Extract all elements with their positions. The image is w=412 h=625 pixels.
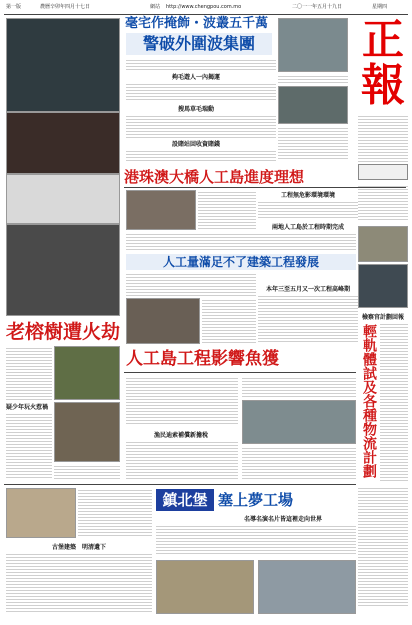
labour-text-2: [202, 298, 256, 344]
photo-crowd: [358, 264, 408, 308]
bottom-text-3: [6, 552, 152, 614]
lead-text-6: [278, 126, 348, 160]
side-sub: 檢察官計劃回報: [361, 314, 404, 321]
lead-text-3: [126, 114, 276, 138]
photo-fishermen: [242, 400, 356, 444]
contact-info: [358, 184, 408, 222]
publisher-info: [358, 114, 408, 162]
tree-headline: 老榕樹遭火劫: [6, 321, 121, 343]
photo-evidence: [6, 174, 120, 224]
lead-text-2: [126, 82, 276, 102]
gregorian-date: 二〇一一年五月十九日: [292, 4, 343, 10]
bridge-sub-3: 本年三至五月又一次工程高峰期: [265, 286, 350, 293]
photo-suspects: [6, 18, 120, 112]
bridge-text-2: [258, 200, 358, 220]
lead-headline-1: 毫宅作掩飾・波叢五千萬: [125, 16, 269, 31]
bridge-headline: 港珠澳大橋人工島進度理想: [124, 168, 305, 186]
site-url[interactable]: http://www.chengpou.com.mo: [166, 4, 242, 10]
bridge-text-4: [258, 294, 358, 344]
fishing-sub: 漁民迪索補償新擔稅: [153, 432, 208, 439]
bottom-headline-a: 鎮北堡: [156, 489, 214, 511]
lead-headline-2: 警破外圍波集團: [142, 34, 255, 53]
bridge-sub-2: 兩地人工島於工程時期完成: [271, 224, 344, 231]
photo-fortress: [6, 488, 76, 538]
tree-text-3: [54, 464, 120, 480]
lead-headline-2-box: [126, 33, 272, 55]
bridge-rule: [124, 187, 406, 188]
photo-suspects-2: [6, 224, 120, 316]
photo-arrest: [6, 112, 120, 174]
photo-minister: [126, 298, 200, 344]
bottom-headline-b: 塞上夢工場: [218, 491, 294, 509]
lead-sub-2: 搜馬草毛瑞動: [177, 106, 214, 113]
tree-text-1: [6, 346, 52, 400]
bottom-rule: [4, 484, 356, 485]
fishing-rule: [124, 372, 356, 373]
bottom-text-2: [156, 524, 356, 556]
photo-film-set: [156, 560, 254, 614]
lunar-date: 農曆辛卯年四月十七日: [40, 4, 91, 10]
side-vertical-headline: 輕軌體試及各種物流計劃: [361, 324, 377, 478]
fishing-text-1: [126, 376, 238, 426]
side-text-1: [380, 322, 408, 482]
bottom-text-1: [78, 488, 152, 538]
photo-gate: [258, 560, 356, 614]
fishing-headline: 人工島工程影響魚獲: [126, 349, 279, 369]
masthead-bar: [0, 0, 412, 14]
bridge-text-1: [198, 190, 256, 230]
labour-banner: [126, 254, 356, 270]
labour-headline: 人工量滿足不了建築工程發展: [162, 255, 319, 269]
lead-text-1: [126, 58, 276, 70]
fishing-text-4: [242, 446, 356, 480]
photo-mansion: [278, 18, 348, 72]
top-rule: [4, 14, 408, 15]
logo-char-bao: 報: [361, 60, 405, 111]
tree-sub: 疑少年玩火惹禍: [6, 404, 49, 411]
price-box: [358, 164, 408, 180]
bottom-sub-2: 古堡建築 明清遺下: [51, 544, 106, 551]
photo-officials: [358, 226, 408, 262]
tree-text-2: [6, 412, 52, 480]
photo-press-conference: [126, 190, 196, 230]
photo-tree-trunk: [54, 402, 120, 462]
logo-char-zheng: 正: [361, 15, 404, 64]
lead-sub-3: 設賭站回收資賭錢: [171, 141, 220, 148]
bottom-sub-1: 名導名演名片皆這裡走向世界: [243, 516, 322, 523]
weekday: 星期四: [372, 4, 388, 10]
bridge-text-3: [126, 232, 356, 252]
fishing-text-3: [126, 440, 238, 480]
lead-sub-1: 夠毛遊人一內揭運: [171, 74, 220, 81]
site-label: 網站: [150, 4, 161, 10]
fishing-text-2: [242, 376, 356, 398]
lead-text-4: [126, 149, 276, 161]
labour-text-1: [126, 272, 256, 296]
photo-old-tree: [54, 346, 120, 400]
lead-text-5: [278, 74, 348, 84]
bridge-sub-1: 工程無危影環境環境: [280, 192, 335, 199]
page-number: 第一版: [6, 4, 22, 10]
photo-police: [278, 86, 348, 124]
side-text-2: [358, 486, 408, 606]
